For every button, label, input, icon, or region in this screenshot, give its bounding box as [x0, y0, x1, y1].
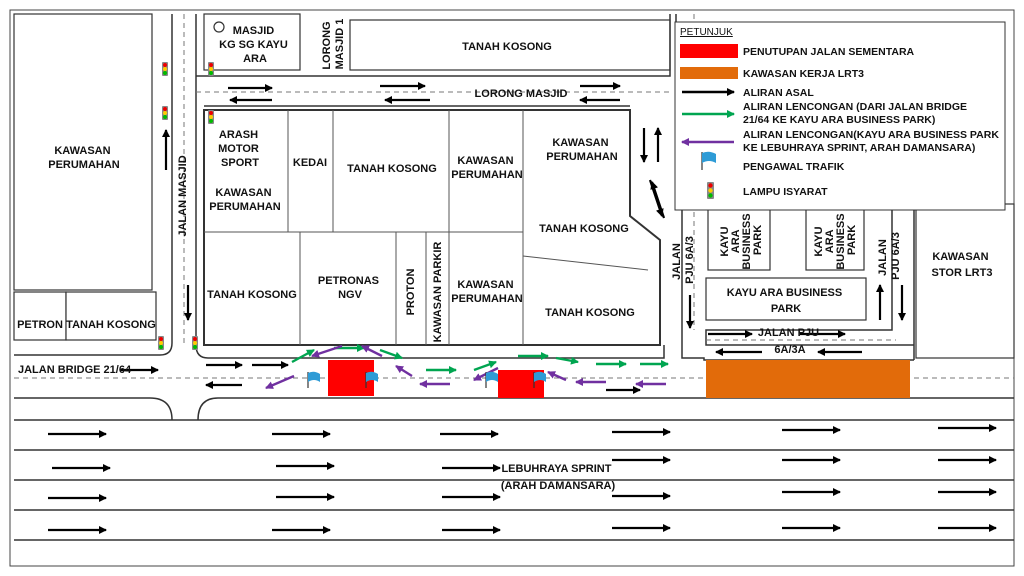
label-tanah-kosong-left: TANAH KOSONG: [66, 319, 156, 331]
traffic-light-icon: [208, 62, 214, 76]
legend-label-detour-b: ALIRAN LENCONGAN(KAYU ARA BUSINESS PARK KE LEBUHRAYA SPRINT, ARAH DAMANSARA): [743, 129, 999, 154]
flag-icon: [486, 372, 498, 388]
label-masjid: MASJID KG SG KAYU ARA: [219, 25, 288, 65]
label-tanah-kosong-right-top: TANAH KOSONG: [539, 223, 629, 235]
label-tanah-kosong-bl: TANAH KOSONG: [207, 289, 297, 301]
label-tanah-kosong-right-low: TANAH KOSONG: [545, 307, 635, 319]
label-tanah-kosong-mid: TANAH KOSONG: [347, 163, 437, 175]
traffic-light-icon: [162, 62, 168, 76]
label-kawasan-perumahan-right: KAWASAN PERUMAHAN: [546, 137, 618, 163]
label-tanah-kosong-top: TANAH KOSONG: [462, 41, 552, 53]
label-kedai: KEDAI: [292, 157, 328, 169]
legend-traffic-light-icon: [707, 182, 714, 199]
flag-icon: [308, 372, 320, 388]
traffic-light-icon: [208, 110, 214, 124]
label-lorong-masjid: LORONG MASJID: [474, 88, 568, 100]
label-kayu-ara-bp-2: KAYU ARA BUSINESS PARK: [813, 213, 858, 270]
label-kawasan-parkir: KAWASAN PARKIR: [432, 241, 444, 343]
label-jalan-pju-6a3a: JALAN PJU 6A/3A: [757, 327, 820, 356]
label-kawasan-perumahan-mid: KAWASAN PERUMAHAN: [451, 155, 523, 181]
label-kawasan-stor: KAWASAN STOR LRT3: [931, 251, 993, 279]
label-kawasan-perumahan-left: KAWASAN PERUMAHAN: [48, 145, 120, 171]
label-jalan-pju-6a3-left: JALAN PJU 6A/3: [671, 236, 696, 284]
block-kawasan-stor: [916, 204, 1014, 358]
label-kayu-ara-bp-main: KAYU ARA BUSINESS PARK: [726, 287, 843, 315]
label-jalan-pju-6a3-right: JALAN PJU 6A/3: [877, 232, 902, 280]
legend-label-original: ALIRAN ASAL: [743, 87, 814, 99]
legend-swatch-closure: [680, 44, 738, 58]
label-kayu-ara-bp-1: KAYU ARA BUSINESS PARK: [719, 213, 764, 270]
legend: [675, 22, 1005, 210]
label-arash-motor-sport: ARASH MOTOR SPORT: [218, 129, 259, 169]
label-jalan-masjid: JALAN MASJID: [177, 155, 189, 237]
legend-label-closure: PENUTUPAN JALAN SEMENTARA: [743, 46, 915, 58]
legend-label-detour-a: ALIRAN LENCONGAN (DARI JALAN BRIDGE 21/64 KE KAYU ARA BUSINESS PARK): [743, 101, 967, 126]
legend-label-flag: PENGAWAL TRAFIK: [743, 161, 845, 173]
block-tanah-kosong-left: [66, 292, 156, 340]
lrt-work-area: [706, 360, 910, 398]
detour-b-arrows: [266, 346, 666, 388]
label-lorong-masjid-1: LORONG MASJID 1: [321, 18, 346, 70]
legend-title: PETUNJUK: [680, 27, 733, 38]
legend-label-lrt-work: KAWASAN KERJA LRT3: [743, 68, 864, 80]
legend-swatch-lrt-work: [680, 67, 738, 79]
label-kawasan-perumahan-low: KAWASAN PERUMAHAN: [451, 279, 523, 305]
label-lebuhraya: LEBUHRAYA SPRINT (ARAH DAMANSARA): [500, 463, 616, 492]
label-petronas-ngv: PETRONAS NGV: [317, 275, 380, 301]
legend-label-traffic-light: LAMPU ISYARAT: [743, 186, 828, 198]
label-kawasan-perumahan-arash: KAWASAN PERUMAHAN: [209, 187, 281, 213]
traffic-light-icon: [158, 336, 164, 350]
label-proton: PROTON: [405, 268, 417, 316]
label-jalan-bridge: JALAN BRIDGE 21/64: [18, 364, 132, 376]
traffic-light-icon: [192, 336, 198, 350]
traffic-light-icon: [162, 106, 168, 120]
block-petron: [14, 292, 66, 340]
label-petron: PETRON: [17, 319, 63, 331]
